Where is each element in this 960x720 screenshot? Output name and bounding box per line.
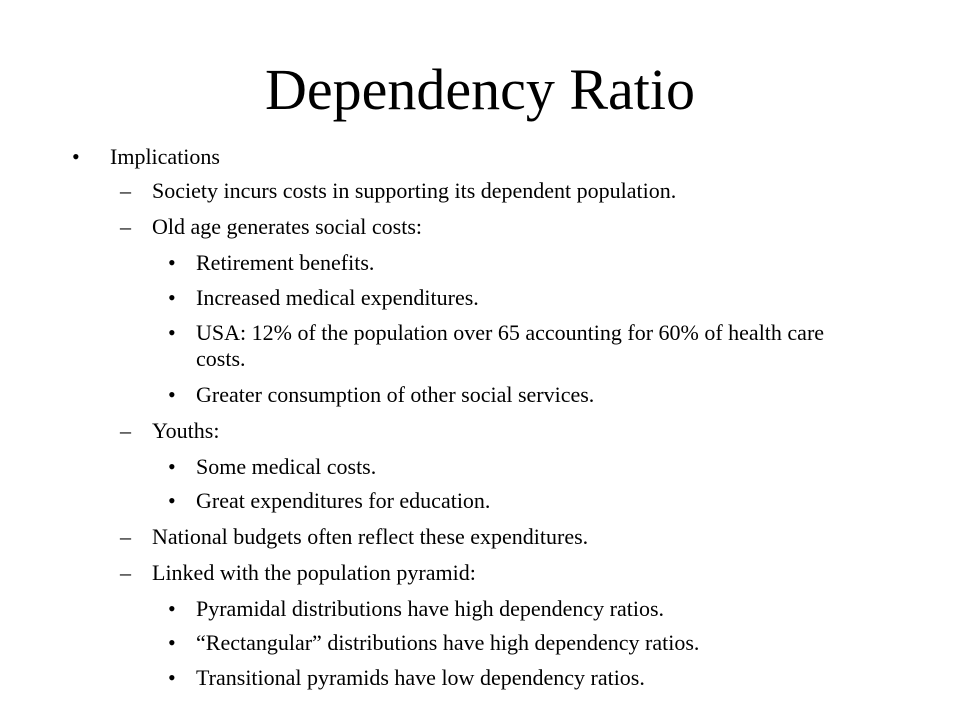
bullet-marker: • <box>168 285 176 310</box>
bullet-text: Increased medical expenditures. <box>196 285 479 310</box>
item-greater-consumption <box>168 382 876 408</box>
subbullet-linked <box>120 560 476 586</box>
item-rectangular <box>168 630 876 656</box>
bullet-marker: • <box>168 454 176 479</box>
subbullet-old-age <box>120 214 422 240</box>
bullet-text: USA: 12% of the population over 65 accounting for 60% of health care costs. <box>196 320 825 371</box>
subbullet-national-budgets <box>120 524 588 550</box>
item-medical <box>168 285 876 311</box>
item-some-medical <box>168 454 876 480</box>
bullet-marker: • <box>168 320 176 345</box>
bullet-text: Pyramidal distributions have high dependency ratios. <box>196 596 665 621</box>
dash-marker: – <box>120 178 131 203</box>
item-transitional <box>168 665 876 691</box>
bullet-marker: • <box>168 382 176 407</box>
bullet-marker: • <box>168 630 176 655</box>
bullet-text: Some medical costs. <box>196 454 377 479</box>
dash-marker: – <box>120 524 131 549</box>
bullet-text: Society incurs costs in supporting its dependent population. <box>152 178 677 203</box>
subbullet-youths <box>120 418 219 444</box>
bullet-text: Retirement benefits. <box>196 250 375 275</box>
bullet-marker: • <box>72 144 80 169</box>
dash-marker: – <box>120 560 131 585</box>
bullet-text: Great expenditures for education. <box>196 488 491 513</box>
bullet-text: Implications <box>110 144 220 169</box>
bullet-text: Youths: <box>152 418 220 443</box>
bullet-text: “Rectangular” distributions have high dependency ratios. <box>196 630 700 655</box>
bullet-marker: • <box>168 250 176 275</box>
item-education <box>168 488 876 514</box>
bullet-marker: • <box>168 596 176 621</box>
bullet-marker: • <box>168 665 176 690</box>
bullet-text: Old age generates social costs: <box>152 214 423 239</box>
item-retirement <box>168 250 876 276</box>
subbullet-society-costs <box>120 178 676 204</box>
item-pyramidal <box>168 596 876 622</box>
item-usa <box>168 320 876 372</box>
bullet-text: Linked with the population pyramid: <box>152 560 476 585</box>
bullet-implications <box>72 144 220 170</box>
dash-marker: – <box>120 214 131 239</box>
slide-title: Dependency Ratio <box>264 57 695 122</box>
bullet-text: Transitional pyramids have low dependency ratios. <box>196 665 645 690</box>
bullet-text: Greater consumption of other social services. <box>196 382 595 407</box>
bullet-text: National budgets often reflect these expenditures. <box>152 524 589 549</box>
bullet-marker: • <box>168 488 176 513</box>
dash-marker: – <box>120 418 131 443</box>
